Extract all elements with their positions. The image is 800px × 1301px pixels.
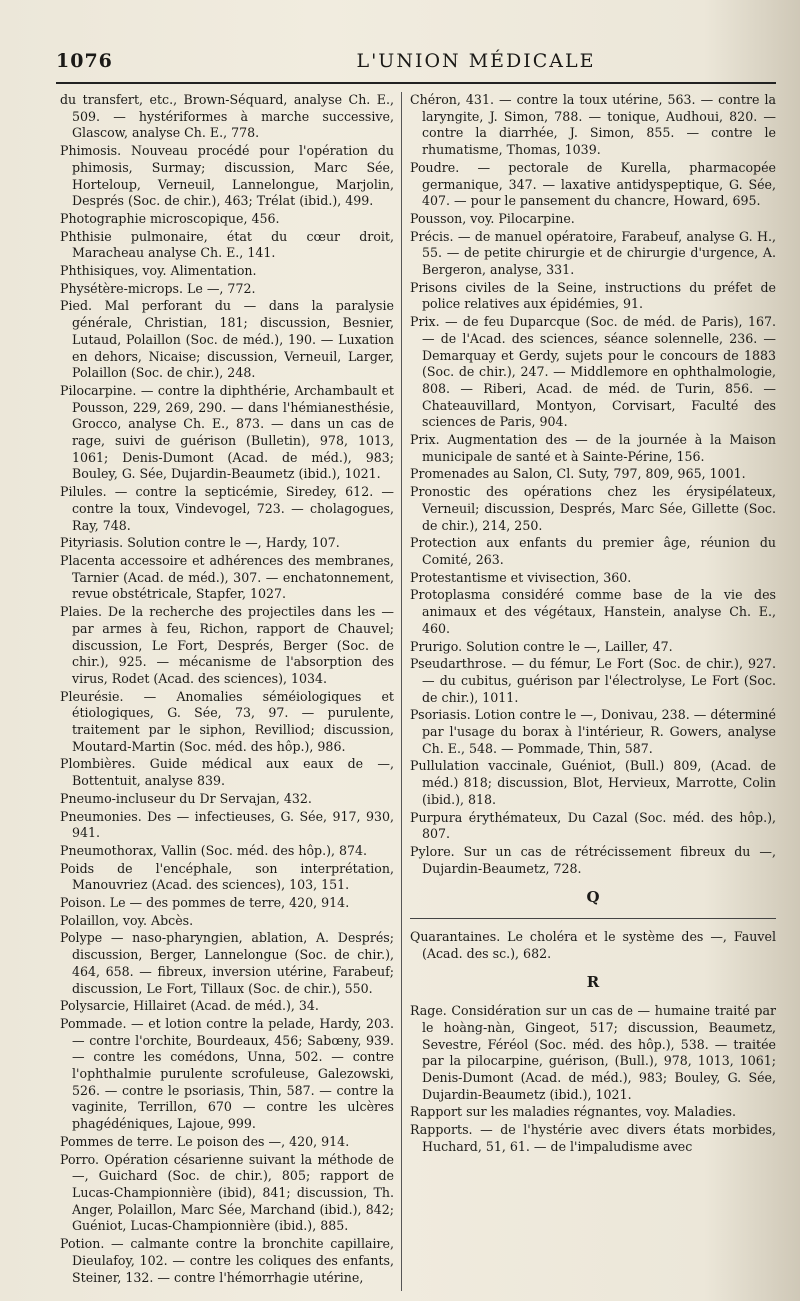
index-entry: Pullulation vaccinale, Guéniot, (Bull.) 809, (Acad. de méd.) 818; discussion, Blot, Hervieux, Marrotte, Colin (ibid.), 818. [410, 758, 776, 807]
running-title: L'UNION MÉDICALE [356, 50, 596, 72]
index-entry: Pneumonies. Des — infectieuses, G. Sée, 917, 930, 941. [60, 808, 394, 841]
index-entry: Précis. — de manuel opératoire, Farabeuf, analyse G. H., 55. — de petite chirurgie et de chirurgie d'urgence, A. Bergeron, analyse, 331. [410, 228, 776, 278]
page-header [56, 46, 776, 76]
index-entry: Polype — naso-pharyngien, ablation, A. Després; discussion, Berger, Lannelongue (Soc. de chir.), 464, 658. — fibreux, inversion utérine, Farabeuf; discussion, Le Fort, Tillaux (Soc. de chir.), 550. [60, 930, 394, 996]
index-entry: Pilules. — contre la septicémie, Siredey, 612. — contre la toux, Vindevogel, 723. — cholagogues, Ray, 748. [60, 484, 394, 533]
index-entry: Poison. Le — des pommes de terre, 420, 914. [60, 895, 350, 911]
index-entry: Pylore. Sur un cas de rétrécissement fibreux du —, Dujardin-Beaumetz, 728. [410, 843, 776, 876]
index-entry: Phimosis. Nouveau procédé pour l'opération du phimosis, Surmay; discussion, Marc Sée, Horteloup, Verneuil, Lannelongue, Marjolin, Després (Soc. de chir.), 463; Trélat (ibid.), 499. [60, 143, 394, 209]
index-entry: Polysarcie, Hillairet (Acad. de méd.), 34. [60, 998, 319, 1014]
column-divider [401, 92, 402, 1291]
index-entry: Physétère-microps. Le —, 772. [60, 280, 256, 296]
index-entry: Pneumo-incluseur du Dr Servajan, 432. [60, 790, 312, 806]
index-entry: Protection aux enfants du premier âge, réunion du Comité, 263. [410, 535, 776, 567]
index-entry: Plombières. Guide médical aux eaux de —, Bottentuit, analyse 839. [60, 756, 394, 789]
index-entry: Prurigo. Solution contre le —, Lailler, 47. [410, 638, 673, 654]
index-entry: Potion. — calmante contre la bronchite capillaire, Dieulafoy, 102. — contre les coliques des enfants, Steiner, 132. — contre l'hémorrhagie utérine, [60, 1236, 394, 1285]
index-entry: Purpura érythémateux, Du Cazal (Soc. méd. des hôp.), 807. [410, 809, 776, 842]
index-entry: Psoriasis. Lotion contre le —, Donivau, 238. — déterminé par l'usage du borax à l'intérieur, R. Gowers, analyse Ch. E., 548. — Pommade, Thin, 587. [410, 707, 776, 756]
index-entry: Pronostic des opérations chez les érysipélateux, Verneuil; discussion, Després, Marc Sée, Gillette (Soc. de chir.), 214, 250. [410, 484, 776, 533]
index-entry: Rage. Considération sur un cas de — humaine traité par le hoàng-nàn, Gingeot, 517; discussion, Beaumetz, Sevestre, Féréol (Soc. méd. des hôp.), 538. — traitée par la pilocarpine, guérison, (Bull.), 978, 1013, 1061; Denis-Dumont (Acad. de méd.), 983; Bouley, G. Sée, Dujardin-Beaumetz (ibid.), 1021. [410, 1003, 776, 1102]
index-entry: Polaillon, voy. Abcès. [60, 912, 194, 928]
index-entry: Pleurésie. — Anomalies séméiologiques et étiologiques, G. Sée, 73, 97. — purulente, traitement par le siphon, Revilliod; discussion, Moutard-Martin (Soc. méd. des hôp.), 986. [60, 688, 394, 754]
index-entry: Protestantisme et vivisection, 360. [410, 569, 632, 585]
index-entry: Pousson, voy. Pilocarpine. [410, 210, 575, 226]
header-rule [56, 82, 776, 84]
index-entry: Pommes de terre. Le poison des —, 420, 914. [60, 1133, 350, 1149]
index-entry: Pseudarthrose. — du fémur, Le Fort (Soc. de chir.), 927. — du cubitus, guérison par l'électrolyse, Le Fort (Soc. de chir.), 1011. [410, 656, 776, 705]
index-entry: Rapports. — de l'hystérie avec divers états morbides, Huchard, 51, 61. — de l'impaludisme avec [410, 1122, 776, 1154]
index-entry: Prix. Augmentation des — de la journée à la Maison municipale de santé et à Sainte-Périne, 156. [410, 432, 776, 464]
index-entry: Promenades au Salon, Cl. Suty, 797, 809, 965, 1001. [410, 466, 746, 482]
page-number: 1076 [56, 50, 113, 72]
index-entry: Pied. Mal perforant du — dans la paralysie générale, Christian, 181; discussion, Besnier, Lutaud, Polaillon (Soc. de méd.), 190. — Luxation en dehors, Nicaise; discussion, Verneuil, Larger, Polaillon (Soc. de chir.), 248. [60, 298, 394, 381]
index-entry: du transfert, etc., Brown-Séquard, analyse Ch. E., 509. — hystériformes à marche successive, Glascow, analyse Ch. E., 778. [60, 92, 394, 141]
index-entry: Pneumothorax, Vallin (Soc. méd. des hôp.), 874. [60, 842, 368, 858]
index-entry: Porro. Opération césarienne suivant la méthode de —, Guichard (Soc. de chir.), 805; rapport de Lucas-Championnière (ibid), 841; discussion, Th. Anger, Polaillon, Marc Sée, Marchand (ibid.), 842; Guéniot, Lucas-Championnière (ibid.), 885. [60, 1151, 394, 1234]
index-entry: Prix. — de feu Duparcque (Soc. de méd. de Paris), 167. — de l'Acad. des sciences, séance solennelle, 236. — Demarquay et Gerdy, sujets pour le concours de 1883 (Soc. de chir.), 247. — Middlemore en ophthalmologie, 808. — Riberi, Acad. de méd. de Turin, 856. — Chateauvillard, Montyon, Corvisart, Faculté des sciences de Paris, 904. [410, 314, 776, 430]
index-entry: Pilocarpine. — contre la diphthérie, Archambault et Pousson, 229, 269, 290. — dans l'hémianesthésie, Grocco, analyse Ch. E., 873. — dans un cas de rage, suivi de guérison (Bulletin), 978, 1013, 1061; Denis-Dumont (Acad. de méd.), 983; Bouley, G. Sée, Dujardin-Beaumetz (ibid.), 1021. [60, 382, 394, 482]
index-entry: Poids de l'encéphale, son interprétation, Manouvriez (Acad. des sciences), 103, 151. [60, 860, 394, 893]
index-entry: Poudre. — pectorale de Kurella, pharmacopée germanique, 347. — laxative antidyspeptique, G. Sée, 407. — pour le pansement du chancre, Howard, 695. [410, 159, 776, 209]
index-entry: Quarantaines. Le choléra et le système des —, Fauvel (Acad. des sc.), 682. [410, 929, 776, 961]
index-entry: Rapport sur les maladies régnantes, voy. Maladies. [410, 1104, 736, 1120]
index-entry: Phthisie pulmonaire, état du cœur droit, Maracheau analyse Ch. E., 141. [60, 228, 394, 261]
index-entry: Chéron, 431. — contre la toux utérine, 563. — contre la laryngite, J. Simon, 788. — tonique, Audhoui, 820. — contre la diarrhée, J. Simon, 855. — contre le rhumatisme, Thomas, 1039. [410, 92, 776, 158]
index-entry: Pityriasis. Solution contre le —, Hardy, 107. [60, 535, 340, 551]
section-rule [410, 918, 776, 919]
index-entry: Plaies. De la recherche des projectiles dans les — par armes à feu, Richon, rapport de Chauvel; discussion, Le Fort, Després, Berger (Soc. de chir.), 925. — mécanisme de l'absorption des virus, Rodet (Acad. des sciences), 1034. [60, 604, 394, 686]
index-entry: Phthisiques, voy. Alimentation. [60, 263, 257, 279]
index-entry: Pommade. — et lotion contre la pelade, Hardy, 203. — contre l'orchite, Bourdeaux, 456; Sabœny, 939. — contre les comédons, Unna, 502. — contre l'ophthalmie purulente scrofuleuse, Galezowski, 526. — contre le psoriasis, Thin, 587. — contre la vaginite, Terrillon, 670 — contre les ulcères phagédéniques, Lajoue, 999. [60, 1015, 394, 1132]
index-entry: Placenta accessoire et adhérences des membranes, Tarnier (Acad. de méd.), 307. — enchatonnement, revue obstétricale, Stapfer, 1027. [60, 552, 394, 602]
section-letter-q: Q [586, 888, 600, 907]
index-entry: Prisons civiles de la Seine, instructions du préfet de police relatives aux épidémies, 91. [410, 279, 776, 312]
section-letter-r: R [586, 973, 600, 992]
left-column [60, 92, 394, 1293]
index-entry: Protoplasma considéré comme base de la vie des animaux et des végétaux, Hanstein, analyse Ch. E., 460. [410, 587, 776, 636]
right-column [410, 92, 776, 1293]
index-entry: Photographie microscopique, 456. [60, 210, 280, 226]
